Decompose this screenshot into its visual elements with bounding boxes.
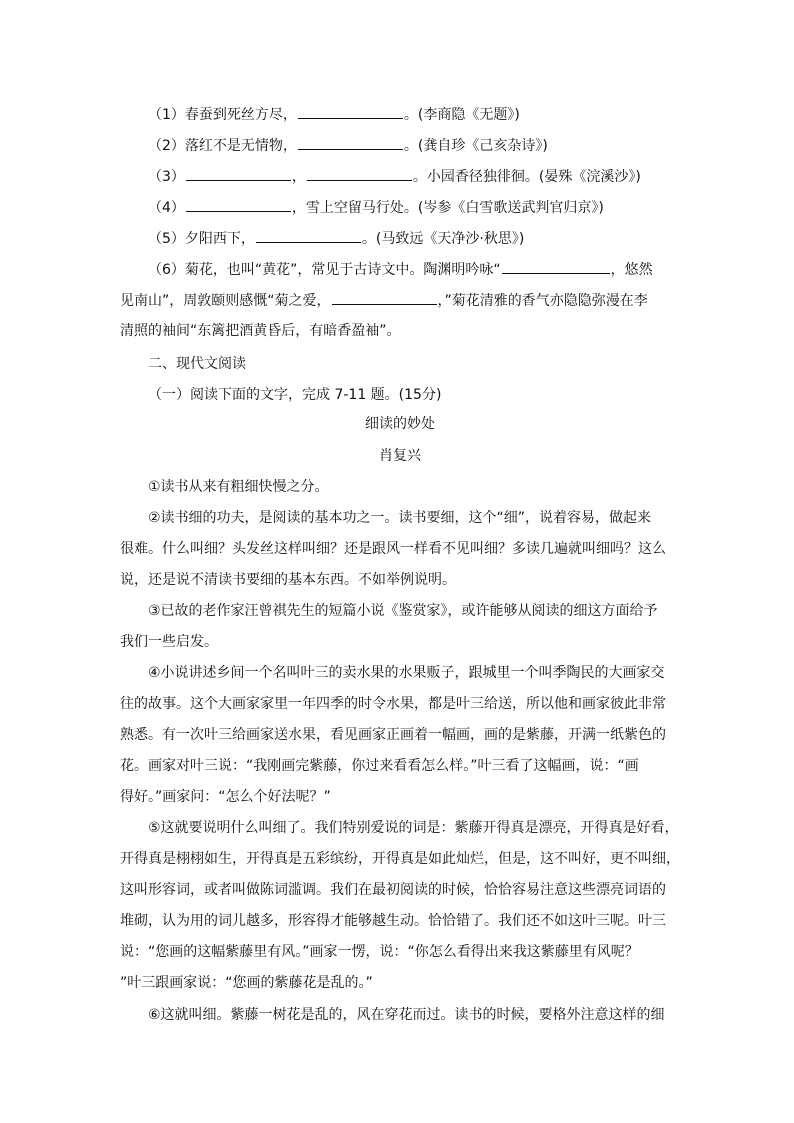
poetry-q4: （4） ，雪上空留马行处。(岑参《白雪歌送武判官归京》) (148, 197, 680, 218)
paragraph-5-line: 说：“您画的这幅紫藤里有风。”画家一愣，说：“你怎么看得出来我这紫藤里有风呢？ (120, 944, 639, 960)
paragraph-3-line: ③已故的老作家汪曾祺先生的短篇小说《鉴赏家》，或许能够从阅读的细这方面给予 (148, 603, 658, 619)
paragraph-5-line: 堆砌，认为用的词儿越多，形容得才能够越生动。恰恰错了。我们还不如这叶三呢。叶三 (120, 913, 666, 929)
answer-blank[interactable] (332, 290, 437, 305)
poetry-q6-line1: （6）菊花，也叫“黄花”，常见于古诗文中。陶渊明吟咏“ ，悠然 (148, 259, 680, 280)
paragraph-2-line: 说，还是说不清读书要细的基本东西。不如举例说明。 (120, 572, 456, 588)
answer-blank[interactable] (307, 166, 412, 181)
poetry-q3: （3） ， 。小园香径独徘徊。(晏殊《浣溪沙》) (148, 166, 680, 187)
answer-blank[interactable] (298, 135, 403, 150)
answer-blank[interactable] (186, 197, 291, 212)
paragraph-2-line: 很难。什么叫细？头发丝这样叫细？还是跟风一样看不见叫细？多读几遍就叫细吗？这么 (120, 541, 666, 557)
poetry-q6-line2: 见南山”，周敦颐则感慨“菊之爱， ，”菊花清雅的香气亦隐隐弥漫在李 (120, 290, 680, 311)
paragraph-1: ①读书从来有粗细快慢之分。 (148, 479, 329, 495)
paragraph-5-line: ”叶三跟画家说：“您画的紫藤花是乱的。” (120, 975, 373, 991)
answer-blank[interactable] (186, 166, 291, 181)
paragraph-3-line: 我们一些启发。 (120, 634, 218, 650)
poetry-q6-line3: 清照的袖间“东篱把酒黄昏后，有暗香盈袖”。 (120, 323, 401, 339)
article-author: 肖复兴 (379, 448, 421, 464)
section-subheading: （一）阅读下面的文字，完成 7-11 题。(15分) (148, 387, 442, 403)
paragraph-4-line: 得好。”画家问：“怎么个好法呢？” (120, 789, 331, 805)
poetry-q2: （2）落红不是无情物， 。(龚自珍《己亥杂诗》) (148, 135, 680, 156)
poetry-q5: （5）夕阳西下， 。(马致远《天净沙·秋思》) (148, 228, 680, 249)
paragraph-4-line: ④小说讲述乡间一个名叫叶三的卖水果的水果贩子，跟城里一个叫季陶民的大画家交 (148, 665, 665, 681)
answer-blank[interactable] (256, 228, 361, 243)
answer-blank[interactable] (502, 259, 610, 274)
paragraph-4-line: 花。画家对叶三说：“我刚画完紫藤，你过来看看怎么样。”叶三看了这幅画，说：“画 (120, 758, 639, 774)
paragraph-5-line: 开得真是栩栩如生，开得真是五彩缤纷，开得真是如此灿烂，但是，这不叫好，更不叫细， (120, 851, 680, 867)
article-title: 细读的妙处 (365, 416, 435, 432)
paragraph-4-line: 往的故事。这个大画家家里一年四季的时令水果，都是叶三给送，所以他和画家彼此非常 (120, 696, 666, 712)
section-heading: 二、现代文阅读 (148, 356, 246, 372)
paragraph-5-line: ⑤这就要说明什么叫细了。我们特别爱说的词是：紫藤开得真是漂亮，开得真是好看， (148, 820, 679, 836)
paragraph-2-line: ②读书细的功夫，是阅读的基本功之一。读书要细，这个“细”，说着容易，做起来 (148, 510, 652, 526)
paragraph-5-line: 这叫形容词，或者叫做陈词滥调。我们在最初阅读的时候，恰恰容易注意这些漂亮词语的 (120, 882, 666, 898)
poetry-q1: （1）春蚕到死丝方尽， 。(李商隐《无题》) (148, 104, 680, 125)
paragraph-6-line: ⑥这就叫细。紫藤一树花是乱的，风在穿花而过。读书的时候，要格外注意这样的细 (148, 1007, 665, 1023)
paragraph-4-line: 熟悉。有一次叶三给画家送水果，看见画家正画着一幅画，画的是紫藤，开满一纸紫色的 (120, 727, 666, 743)
answer-blank[interactable] (298, 104, 403, 119)
